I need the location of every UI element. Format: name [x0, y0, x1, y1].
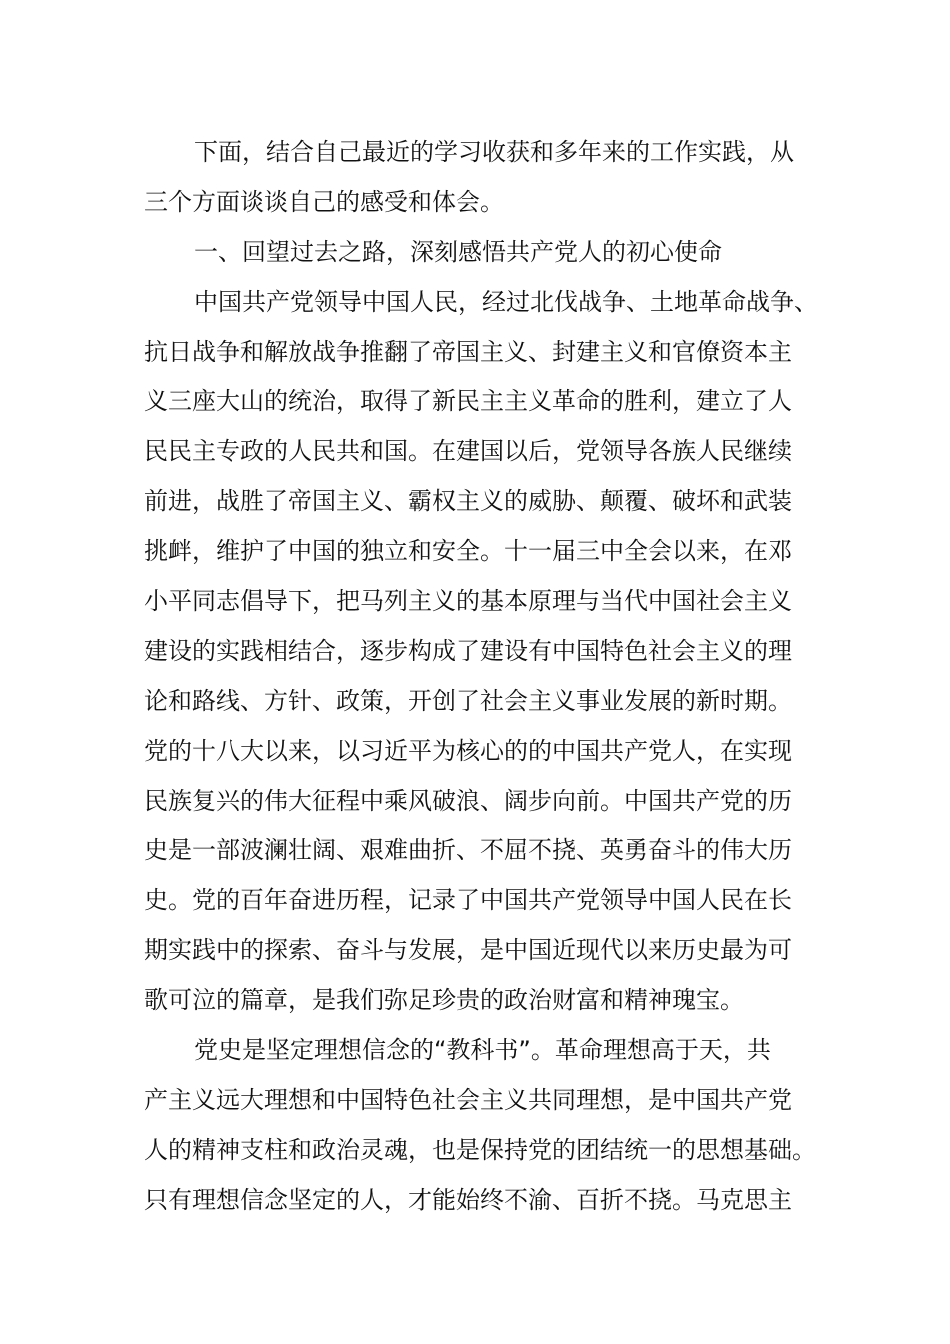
text-line: 史。党的百年奋进历程，记录了中国共产党领导中国人民在长 — [144, 886, 792, 915]
text-line: 论和路线、方针、政策，开创了社会主义事业发展的新时期。 — [144, 686, 792, 715]
text-line: 前进，战胜了帝国主义、霸权主义的威胁、颠覆、破坏和武装 — [144, 487, 792, 516]
section-heading: 一、回望过去之路，深刻感悟共产党人的初心使命 — [194, 237, 722, 266]
body-text — [144, 128, 818, 1226]
text-line: 中国共产党领导中国人民，经过北伐战争、土地革命战争、 — [194, 287, 818, 316]
text-line: 民民主专政的人民共和国。在建国以后，党领导各族人民继续 — [144, 437, 792, 466]
text-line: 下面，结合自己最近的学习收获和多年来的工作实践，从 — [194, 138, 794, 166]
text-line: 抗日战争和解放战争推翻了帝国主义、封建主义和官僚资本主 — [144, 337, 792, 366]
text-line: 期实践中的探索、奋斗与发展，是中国近现代以来历史最为可 — [144, 936, 792, 965]
text-line: 只有理想信念坚定的人，才能始终不渝、百折不挠。马克思主 — [144, 1185, 792, 1214]
text-line: 挑衅，维护了中国的独立和安全。十一届三中全会以来，在邓 — [144, 537, 792, 566]
text-line: 产主义远大理想和中国特色社会主义共同理想，是中国共产党 — [144, 1085, 792, 1114]
text-line: 三个方面谈谈自己的感受和体会。 — [144, 187, 504, 216]
text-line: 建设的实践相结合，逐步构成了建设有中国特色社会主义的理 — [144, 636, 792, 665]
text-line: 党史是坚定理想信念的“教科书”。革命理想高于天，共 — [194, 1036, 771, 1065]
text-line: 小平同志倡导下，把马列主义的基本原理与当代中国社会主义 — [144, 587, 792, 616]
text-line: 党的十八大以来，以习近平为核心的的中国共产党人，在实现 — [144, 736, 792, 765]
text-line: 史是一部波澜壮阔、艰难曲折、不屈不挠、英勇奋斗的伟大历 — [144, 836, 792, 865]
text-line: 民族复兴的伟大征程中乘风破浪、阔步向前。中国共产党的历 — [144, 786, 792, 815]
text-line: 人的精神支柱和政治灵魂，也是保持党的团结统一的思想基础。 — [144, 1135, 816, 1164]
text-line: 歌可泣的篇章，是我们弥足珍贵的政治财富和精神瑰宝。 — [144, 986, 744, 1015]
text-line: 义三座大山的统治，取得了新民主主义革命的胜利，建立了人 — [144, 387, 792, 416]
